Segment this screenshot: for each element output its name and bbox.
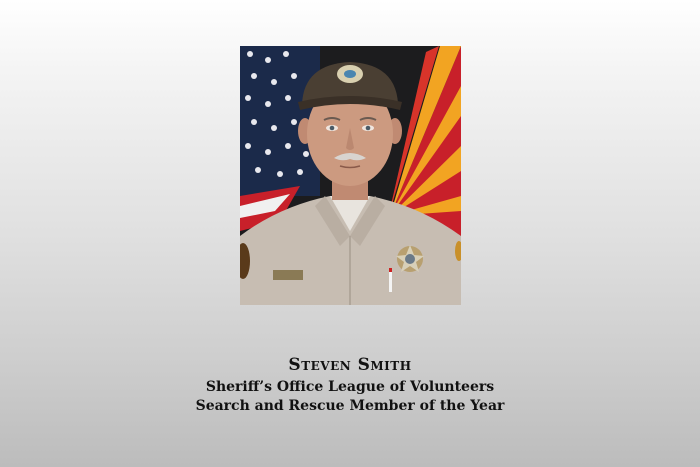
portrait-photo bbox=[240, 46, 461, 305]
organization-line: Sheriff’s Office League of Volunteers bbox=[205, 379, 495, 395]
portrait-illustration bbox=[240, 46, 461, 305]
award-line: Search and Rescue Member of the Year bbox=[195, 398, 505, 414]
name-tag bbox=[273, 270, 303, 280]
honoree-caption bbox=[0, 352, 700, 416]
honoree-name: Steven Smith bbox=[288, 355, 412, 375]
